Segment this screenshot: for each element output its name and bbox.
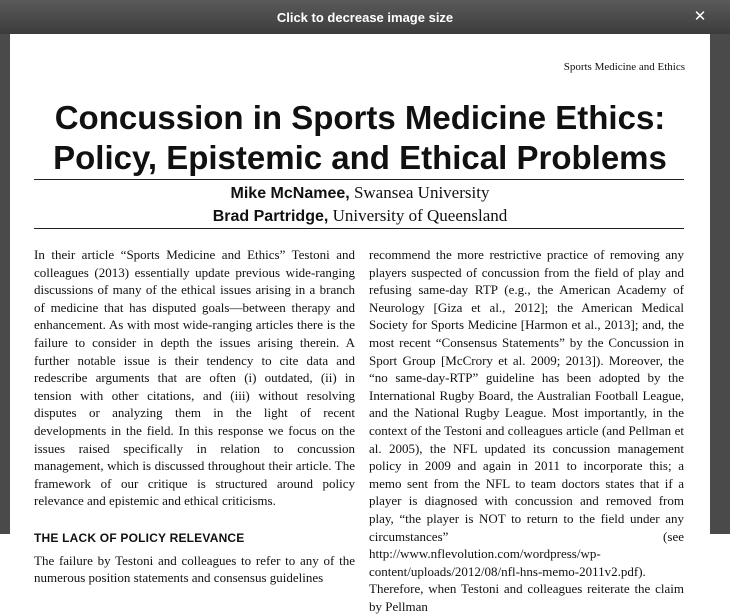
author-line bbox=[10, 182, 710, 205]
article-title bbox=[10, 98, 710, 178]
left-column bbox=[34, 246, 355, 587]
divider bbox=[34, 179, 684, 180]
body-paragraph: The failure by Testoni and colleagues to refer to any of the numerous position statements and consensus guidelines bbox=[34, 552, 355, 586]
close-icon[interactable]: ✕ bbox=[693, 7, 707, 25]
viewer-toolbar bbox=[0, 0, 730, 34]
author-name: Mike McNamee, bbox=[230, 185, 350, 202]
body-paragraph: recommend the more restrictive practice of removing any players suspected of concussion from the field of play and refusing same-day RTP (e.g., the American Academy of Neurology [Giza et al., 2012]; the American Medical Society for Sports Medicine [Harmon et al., 2013]; and, the most recent “Consensus Statements” by the Concussion in Sport Group [McCrory et al. 2009; 2013]). Moreover, the “no same-day-RTP” guideline has been adopted by the International Rugby Board, the Australian Football League, and the National Rugby League. Most importantly, in the context of the Testoni and colleagues article (and Pellman et al. 2005), the NFL updated its concussion management policy in 2009 and again in 2011 to incorporate this; a memo sent from the NFL to team doctors states that if a player is diagnosed with concussion and removed from play, “the player is NOT to return to the field under any circumstances” (see http://www.nflevolution.com/wordpress/wp-content/uploads/2012/08/nfl-hns-memo-2011v2.pdf). Therefore, when Testoni and colleagues reiterate the claim by Pellman bbox=[369, 247, 684, 614]
title-line-1: Concussion in Sports Medicine Ethics: bbox=[54, 99, 666, 136]
right-column bbox=[369, 246, 684, 615]
viewer-frame-right bbox=[710, 34, 730, 534]
author-name: Brad Partridge, bbox=[212, 208, 329, 225]
body-paragraph: In their article “Sports Medicine and Ethics” Testoni and colleagues (2013) essentially update previous wide-ranging discussions of many of the ethical issues arising in a branch of medicine that has disputed goals—between therapy and enhancement. As with most wide-ranging articles there is the failure to consider in depth the issues arising therein. A further notable issue is their tendency to cite data and redescribe arguments that are often (i) outdated, (ii) in tension with other citations, and (iii) without resolving disputes or analyzing them in the light of recent developments in the field. In this response we focus on the issues raised specifically in relation to concussion management, which is discussed throughout their article. The framework of our critique is structured around policy relevance and epistemic and ethical criticisms. bbox=[34, 247, 355, 509]
author-line bbox=[10, 205, 710, 228]
divider bbox=[34, 228, 684, 229]
article-page bbox=[10, 34, 710, 614]
author-block bbox=[10, 182, 710, 228]
viewer-frame-left bbox=[0, 34, 10, 534]
title-line-2: Policy, Epistemic and Ethical Problems bbox=[53, 139, 667, 176]
author-affiliation: University of Queensland bbox=[328, 206, 508, 225]
decrease-image-size-link[interactable]: Click to decrease image size bbox=[276, 10, 454, 25]
author-affiliation: Swansea University bbox=[349, 183, 490, 202]
section-heading: THE LACK OF POLICY RELEVANCE bbox=[34, 530, 245, 545]
running-head: Sports Medicine and Ethics bbox=[563, 61, 685, 73]
